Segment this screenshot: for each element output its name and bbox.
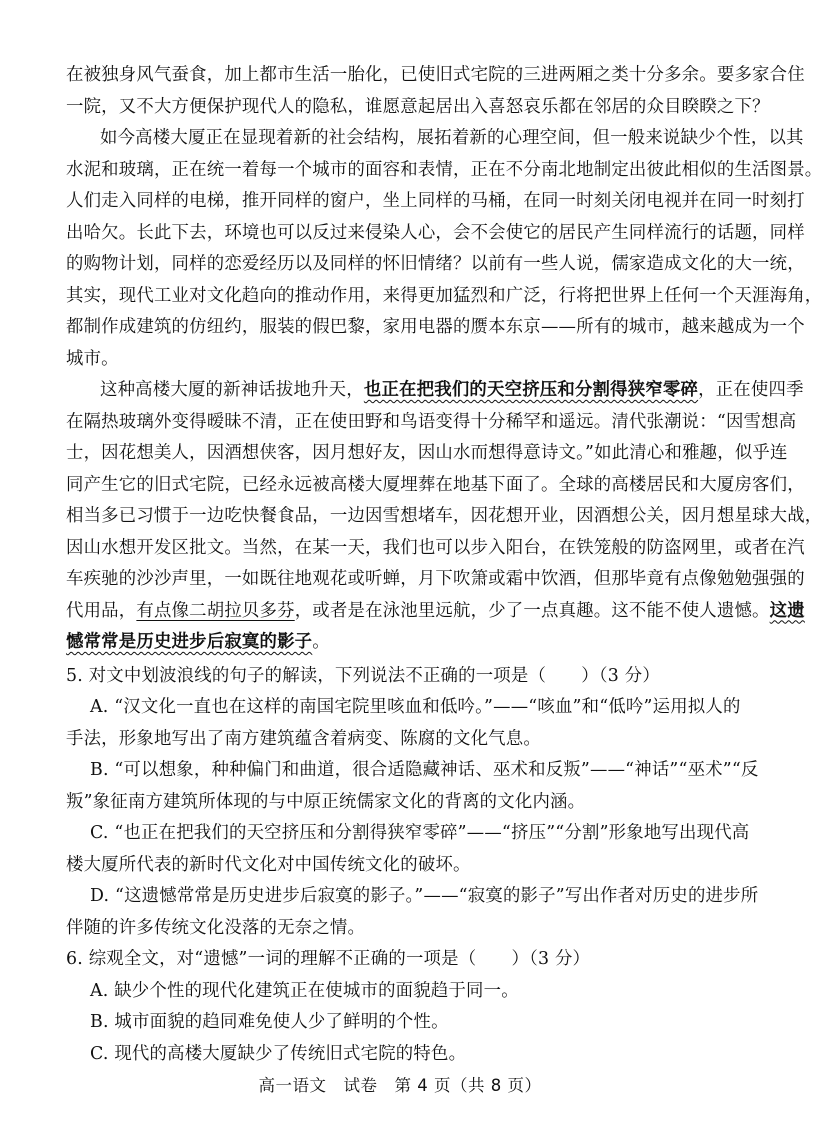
passage-line: 因山水想开发区批文。当然，在某一天，我们也可以步入阳台，在铁笼般的防盗网里，或者在汽 (66, 537, 805, 558)
passage-line: 如今高楼大厦正在显现着新的社会结构，展拓着新的心理空间，但一般来说缺少个性，以其 (100, 128, 804, 148)
passage-line: 在被独身风气蚕食，加上都市生活一胎化，已使旧式宅院的三进两厢之类十分多余。要多家合住 (66, 65, 805, 85)
passage-line: 车疾驰的沙沙声里，一如既往地观花或听蝉，月下吹箫或霜中饮酒，但那毕竟有点像勉勉强强的 (66, 569, 805, 589)
passage-line (66, 375, 804, 407)
passage-paragraph-2 (66, 375, 822, 659)
passage-line (66, 596, 805, 628)
option-a: A. 缺少个性的现代化建筑正在使城市的面貌趋于同一。 (90, 980, 519, 1001)
passage-line: 出哈欠。长此下去，环境也可以反过来侵染人心，会不会使它的居民产生同样流行的话题，同样 (66, 222, 805, 243)
passage-line: 都制作成建筑的仿纽约，服装的假巴黎，家用电器的赝本东京——所有的城市，越来越成为一个 (66, 317, 805, 337)
option-c: C. 现代的高楼大厦缺少了传统旧式宅院的特色。 (90, 1043, 467, 1064)
option-a: A. “汉文化一直也在这样的南国宅院里咳血和低吟。”——“咳血”和“低吟”运用拟人的 (90, 697, 741, 717)
wavy-underlined-sentence: 憾常常是历史进步后寂寞的影子 (66, 632, 313, 652)
passage-text: ，或者是在泳池里远航，少了一点真趣。这不能不使人遗憾。 (294, 600, 770, 621)
passage-line (66, 627, 742, 659)
passage-line: 城市。 (66, 348, 119, 369)
underlined-phrase: 有点像二胡拉贝多芬 (136, 600, 295, 621)
passage-line: 人们走入同样的电梯，推开同样的窗户，坐上同样的马桶，在同一时刻关闭电视并在同一时刻打 (66, 191, 805, 211)
option-b: B. “可以想象，种种偏门和曲道，很合适隐藏神话、巫术和反叛”——“神话”“巫术”“反 (90, 760, 759, 780)
option-a-continued: 手法，形象地写出了南方建筑蕴含着病变、陈腐的文化气息。 (66, 728, 541, 749)
passage-text: 代用品， (66, 600, 137, 621)
option-b: B. 城市面貌的趋同难免使人少了鲜明的个性。 (90, 1012, 449, 1032)
question-5 (66, 661, 759, 945)
option-b-continued: 叛”象征南方建筑所体现的与中原正统儒家文化的背离的文化内涵。 (66, 791, 586, 812)
wavy-underlined-sentence: 也正在把我们的天空挤压和分割得狭窄零碎 (363, 380, 699, 400)
passage-line: 的购物计划，同样的恋爱经历以及同样的怀旧情绪？以前有一些人说，儒家造成文化的大一统， (66, 254, 805, 274)
passage-line: 水泥和玻璃，正在统一着每一个城市的面容和表情，正在不分南北地制定出彼此相似的生活图景。 (66, 159, 822, 180)
option-c-continued: 楼大厦所代表的新时代文化对中国传统文化的破坏。 (66, 854, 471, 875)
passage-line: 在隔热玻璃外变得暧昧不清，正在使田野和鸟语变得十分稀罕和遥远。清代张潮说：“因雪想高 (66, 411, 797, 432)
passage-line: 士，因花想美人，因酒想侠客，因月想好友，因山水而想得意诗文。”如此清心和雅趣，似乎连 (66, 443, 788, 463)
question-stem: 5. 对文中划波浪线的句子的解读，下列说法不正确的一项是（ ）（3 分） (66, 665, 660, 686)
passage-text: 这种高楼大厦的新神话拔地升天， (100, 380, 364, 400)
passage-line: 其实，现代工业对文化趋向的推动作用，来得更加猛烈和广泛，行将把世界上任何一个天涯海角， (66, 285, 822, 306)
passage-paragraph-1 (66, 123, 822, 375)
page-footer: 高一语文 试卷 第 4 页（共 8 页） (258, 1076, 542, 1095)
wavy-underlined-sentence: 这遗 (769, 600, 805, 621)
passage-text: 。 (312, 632, 330, 652)
exam-page-content (66, 60, 822, 1070)
option-c: C. “也正在把我们的天空挤压和分割得狭窄零碎”——“挤压”“分割”形象地写出现代高 (90, 823, 750, 843)
passage-text: ，正在使四季 (698, 380, 804, 400)
passage-line: 相当多已习惯于一边吃快餐食品，一边因雪想堵车，因花想开业，因酒想公关，因月想星球大战， (66, 506, 822, 526)
option-d: D. “这遗憾常常是历史进步后寂寞的影子。”——“寂寞的影子”写出作者对历史的进步所 (90, 886, 759, 906)
question-6 (66, 944, 742, 1070)
passage-line: 一院，又不大方便保护现代人的隐私，谁愿意起居出入喜怒哀乐都在邻居的众目睽睽之下？ (66, 96, 770, 117)
passage-paragraph-0 (66, 60, 805, 123)
option-d-continued: 伴随的许多传统文化没落的无奈之情。 (66, 917, 366, 938)
passage-line: 同产生它的旧式宅院，已经永远被高楼大厦埋葬在地基下面了。全球的高楼居民和大厦房客们， (66, 474, 805, 495)
question-stem: 6. 综观全文，对“遗憾”一词的理解不正确的一项是（ ）（3 分） (66, 949, 591, 969)
